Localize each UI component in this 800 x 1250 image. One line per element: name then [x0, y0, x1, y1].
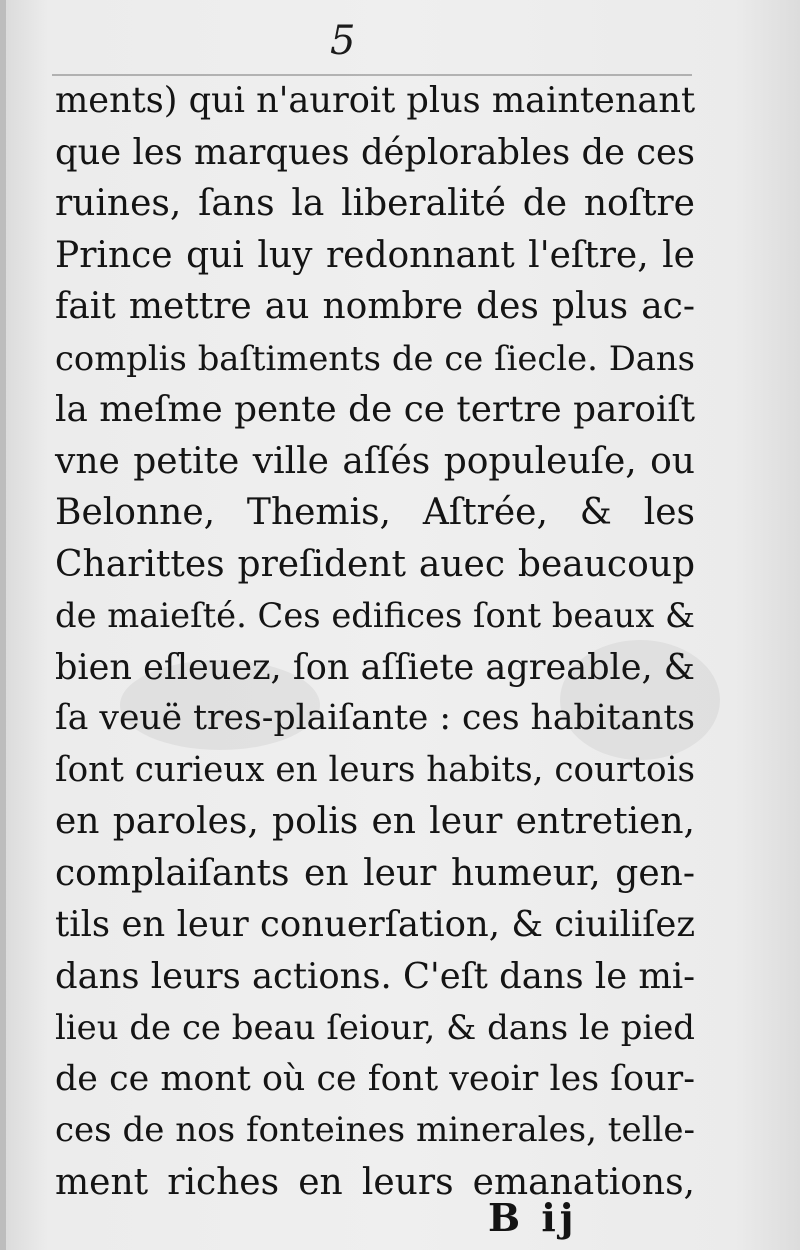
- text-line: lieu de ce beau ſeiour, & dans le pied: [55, 1008, 695, 1047]
- text-line: en paroles, polis en leur entretien,: [55, 801, 695, 842]
- text-line: ſa veuë tres-plaiſante : ces habitants: [55, 698, 696, 738]
- text-line: complaiſants en leur humeur, gen-: [55, 852, 695, 894]
- text-line: vne petite ville aſſés populeuſe, ou: [55, 440, 695, 482]
- signature-mark: B ij: [488, 1195, 578, 1240]
- text-line: fait mettre au nombre des plus ac-: [55, 286, 695, 327]
- text-line: la meſme pente de ce tertre paroiſt: [55, 389, 695, 430]
- text-line: ruines, ſans la liberalité de noſtre: [55, 183, 695, 224]
- text-line: tils en leur conuerſation, & ciuiliſez: [55, 904, 695, 945]
- text-line: ces de nos fonteines minerales, telle-: [55, 1110, 695, 1150]
- text-line: Prince qui luy redonnant l'eſtre, le: [55, 234, 695, 276]
- text-line: dans leurs actions. C'eſt dans le mi-: [55, 955, 696, 997]
- text-line: Belonne, Themis, Aſtrée, & les: [55, 492, 695, 533]
- body-text: [55, 75, 695, 1208]
- text-line: bien eſleuez, ſon aſſiete agreable, &: [55, 646, 695, 688]
- page-edge-shadow: [0, 0, 6, 1250]
- text-line: ments) qui n'auroit plus maintenant: [55, 80, 696, 121]
- text-line: de maieſté. Ces edifices ſont beaux &: [55, 596, 695, 635]
- text-line: complis baſtiments de ce ſiecle. Dans: [55, 338, 695, 378]
- text-line: Charittes preſident auec beaucoup: [55, 543, 695, 585]
- text-line: de ce mont où ce font veoir les ſour-: [55, 1058, 695, 1099]
- text-line: ment riches en leurs emanations,: [55, 1161, 695, 1203]
- text-line: que les marques déplorables de ces: [55, 131, 695, 173]
- page-number: 5: [330, 18, 356, 64]
- text-line: ſont curieux en leurs habits, courtois: [55, 749, 695, 790]
